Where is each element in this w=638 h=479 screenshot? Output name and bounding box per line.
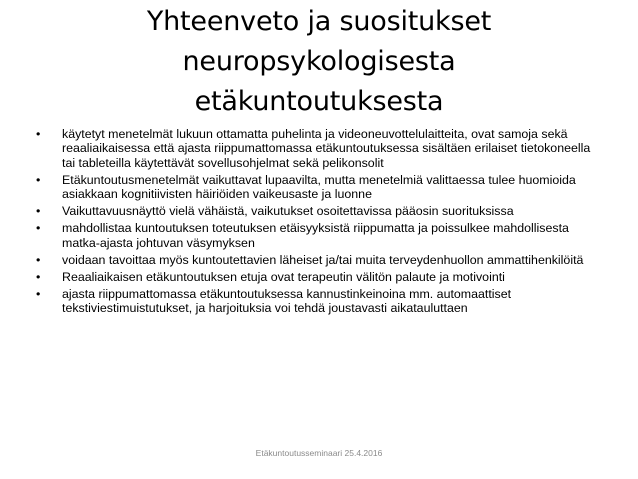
bullet-item: • käytetyt menetelmät lukuun ottamatta puhelinta ja videoneuvottelulaitteita, ovat samoja sekä reaaliaikaisessa että ajasta riippumattomassa etäkuntoutuksessa sisältäen erilaiset tietokoneella tai tableteilla käytettävät sovellusohjelmat sekä pelikonsolit [36, 127, 606, 170]
bullet-item: • Reaaliaikaisen etäkuntoutuksen etuja ovat terapeutin välitön palaute ja motivointi [36, 270, 606, 284]
slide-footer: Etäkuntoutusseminaari 25.4.2016 [255, 448, 383, 458]
bullet-item: • ajasta riippumattomassa etäkuntoutuksessa kannustinkeinoina mm. automaattiset tekstiviestimuistutukset, ja harjoituksia voi tehdä joustavasti aikatauluttaen [36, 287, 606, 316]
title-line: etäkuntoutuksesta [194, 86, 444, 117]
title-line: neuropsykologisesta [182, 46, 456, 77]
bullet-list [36, 127, 606, 318]
bullet-item: • voidaan tavoittaa myös kuntoutettavien läheiset ja/tai muita terveydenhuollon ammattihenkilöitä [36, 253, 606, 267]
bullet-item: • Vaikuttavuusnäyttö vielä vähäistä, vaikutukset osoitettavissa pääosin suorituksissa [36, 204, 606, 218]
bullet-item: • Etäkuntoutusmenetelmät vaikuttavat lupaavilta, mutta menetelmiä valittaessa tulee huomioida asiakkaan kognitiivisten häiriöiden vaikeusaste ja luonne [36, 173, 606, 202]
bullet-item: • mahdollistaa kuntoutuksen toteutuksen etäisyyksistä riippumatta ja poissulkee mahdollisesta matka-ajasta johtuvan väsymyksen [36, 221, 606, 250]
slide-title [40, 2, 598, 122]
title-line: Yhteenveto ja suositukset [146, 6, 492, 37]
